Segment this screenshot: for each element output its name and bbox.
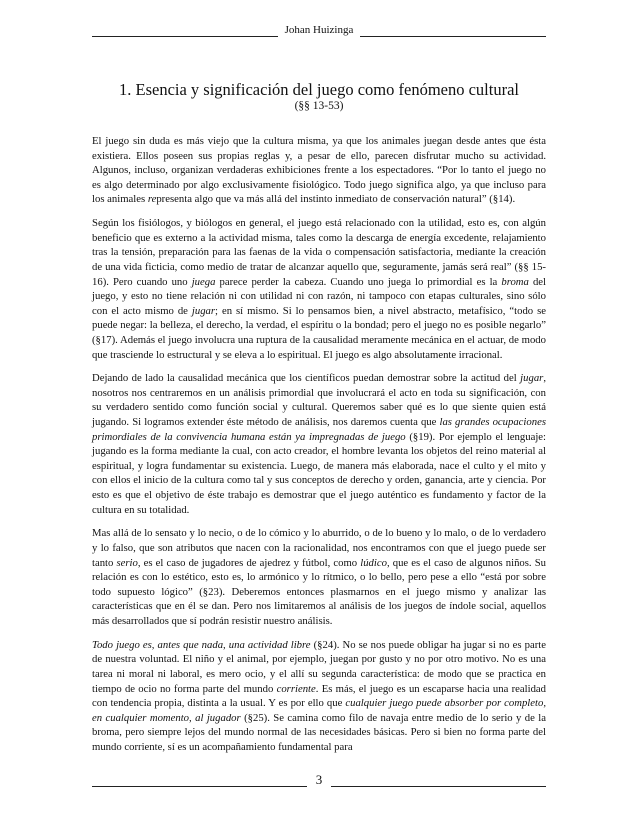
text-run: Según los fisiólogos, y biólogos en general, el juego está relacionado con la utilidad, esto es, con algún beneficio que es externo a la actividad misma, tales como la descarga de energía excedente, relajamiento tras la tensión, preparación para las faenas de la vida o compensación satisfactoria, mediante la creación de una vida ficticia, como medio de tratar de alcanzar aquello que, seguramente, jamás será real” (§§ 15-16). Pero cuando uno bbox=[92, 217, 546, 288]
paragraph-1 bbox=[92, 134, 546, 207]
italic-run: las grandes ocupaciones primordiales de la convivencia humana están ya impregnadas de juego bbox=[92, 416, 546, 443]
chapter-sections: (§§ 13-53) bbox=[294, 100, 344, 112]
body-text bbox=[92, 134, 546, 764]
text-run: (§19). Por ejemplo el lenguaje: jugando es la forma mediante la cual, con acto creador, el hombre levanta los objetos del reino material al espiritual, y logra fundamentar su existencia. Luego, de manera más elaborada, nace el culto y el mito y con ellos el inicio de la cultura como tal y sus conceptos de derecho y orden, ganancia, arte y ciencia. Por esto es que el objetivo de éste trabajo es demostrar que el juego auténtico es fundamento y factor de la cultura en su totalidad. bbox=[92, 430, 546, 516]
paragraph-5 bbox=[92, 638, 546, 755]
header-author: Johan Huizinga bbox=[284, 24, 354, 36]
paragraph-4 bbox=[92, 526, 546, 628]
text-run: del juego, y esto no tiene relación ni con utilidad ni con razón, ni tampoco con etapas culturales, sino sólo con el acto mismo de bbox=[92, 275, 547, 317]
text-run: (§25). Se camina como filo de navaja entre medio de lo serio y de la broma, pero siempre lejos del mundo normal de las necesidades básicas. Pero si bien no forma parte del mundo corriente, sí es un acompañamiento fundamental para bbox=[92, 711, 546, 753]
text-run: , es el caso de jugadores de ajedrez y fútbol, como bbox=[137, 556, 361, 569]
italic-run: juega bbox=[191, 275, 216, 288]
italic-run: lúdico bbox=[360, 556, 387, 569]
italic-run: jugar bbox=[191, 304, 216, 317]
text-run: , nosotros nos centraremos en un análisis primordial que involucrará el acto en toda su significación, con su verdadero sentido como función social y cultural. Queremos saber qué es lo que siente quien está jugando. Si logramos extender éste método de análisis, nos daremos cuenta que bbox=[92, 372, 546, 429]
italic-run: serio bbox=[116, 556, 138, 569]
italic-run: broma bbox=[501, 275, 529, 288]
text-run: Mas allá de lo sensato y lo necio, o de lo cómico y lo aburrido, o de lo bueno y lo malo, o de lo verdadero y lo falso, que son atributos que nacen con la racionalidad, nos encontramos con que el juego puede ser tanto bbox=[92, 527, 546, 569]
italic-run: corriente bbox=[276, 682, 316, 695]
paragraph-2 bbox=[92, 216, 546, 362]
footer-rule-right bbox=[331, 778, 546, 787]
header-rule-right bbox=[360, 27, 546, 37]
footer-rule-left bbox=[92, 778, 307, 787]
text-run: (§24). No se nos puede obligar ha jugar si no es parte de nuestra voluntad. El niño y el animal, por ejemplo, juegan por gusto y no por otro motivo. No es una tarea ni moral ni laboral, es mero ocio, y el allí su segunda característica: de modo que se practica en tiempo de ocio no forma parte del mundo bbox=[92, 638, 546, 695]
page-footer bbox=[92, 772, 546, 787]
text-run: El juego sin duda es más viejo que la cultura misma, ya que los animales juegan desde antes que ésta existiera. Ellos poseen sus propias reglas y, a pesar de ello, parecen disfrutar mucho su actividad. Algunos, incluso, organizan verdaderas exhibiciones frente a los espectadores. “Por lo tanto el juego no es algo determinado por algo exclusivamente fisiológico. Todo juego significa algo, ya que incluso para los animales bbox=[92, 135, 546, 206]
italic-run: re bbox=[147, 193, 157, 206]
italic-run: Todo juego es, antes que nada, una actividad libre bbox=[92, 638, 311, 651]
italic-run: jugar bbox=[520, 372, 544, 385]
paragraph-3 bbox=[92, 371, 546, 517]
chapter-title: 1. Esencia y significación del juego como fenómeno cultural bbox=[119, 80, 519, 99]
text-run: presenta algo que va más allá del instinto inmediato de conservación natural” (§14). bbox=[156, 193, 516, 206]
page-number: 3 bbox=[315, 772, 323, 787]
header-rule-left bbox=[92, 27, 278, 37]
text-run: . Es más, el juego es un escaparse hacia una realidad con tendencia propia, distinta a la usual. Y es por ello que bbox=[92, 682, 547, 710]
text-run: , que es el caso de algunos niños. Su relación es con lo estético, esto es, lo armónico y lo rítmico, o lo bello, pero pese a ello “está por sobre todo supuesto lógico” (§23). Deberemos entonces plasmarnos en el juego mismo y analizar las características que en él se dan. Pero nos limitaremos al análisis de los juegos de índole social, aquellos más desarrollados que sí podrán resistir nuestro análisis. bbox=[92, 556, 546, 627]
running-header bbox=[92, 24, 546, 37]
italic-run: cualquier juego puede absorber por completo, en cualquier momento, al jugador bbox=[92, 697, 547, 724]
text-run: parece perder la cabeza. Cuando uno juega lo primordial es la bbox=[215, 275, 502, 288]
text-run: Dejando de lado la causalidad mecánica que los científicos puedan demostrar sobre la actitud del bbox=[92, 372, 521, 385]
text-run: ; en sí mismo. Si lo pensamos bien, a nivel abstracto, metafísico, “todo se puede negar: la belleza, el derecho, la verdad, el espíritu o la bondad; pero el juego no es posible negarlo” (§17). Además el juego involucra una ruptura de la causalidad meramente mecánica en el actuar, de modo que trasciende lo estructural y se eleva a lo espiritual. El juego es algo absolutamente irracional. bbox=[92, 304, 546, 361]
